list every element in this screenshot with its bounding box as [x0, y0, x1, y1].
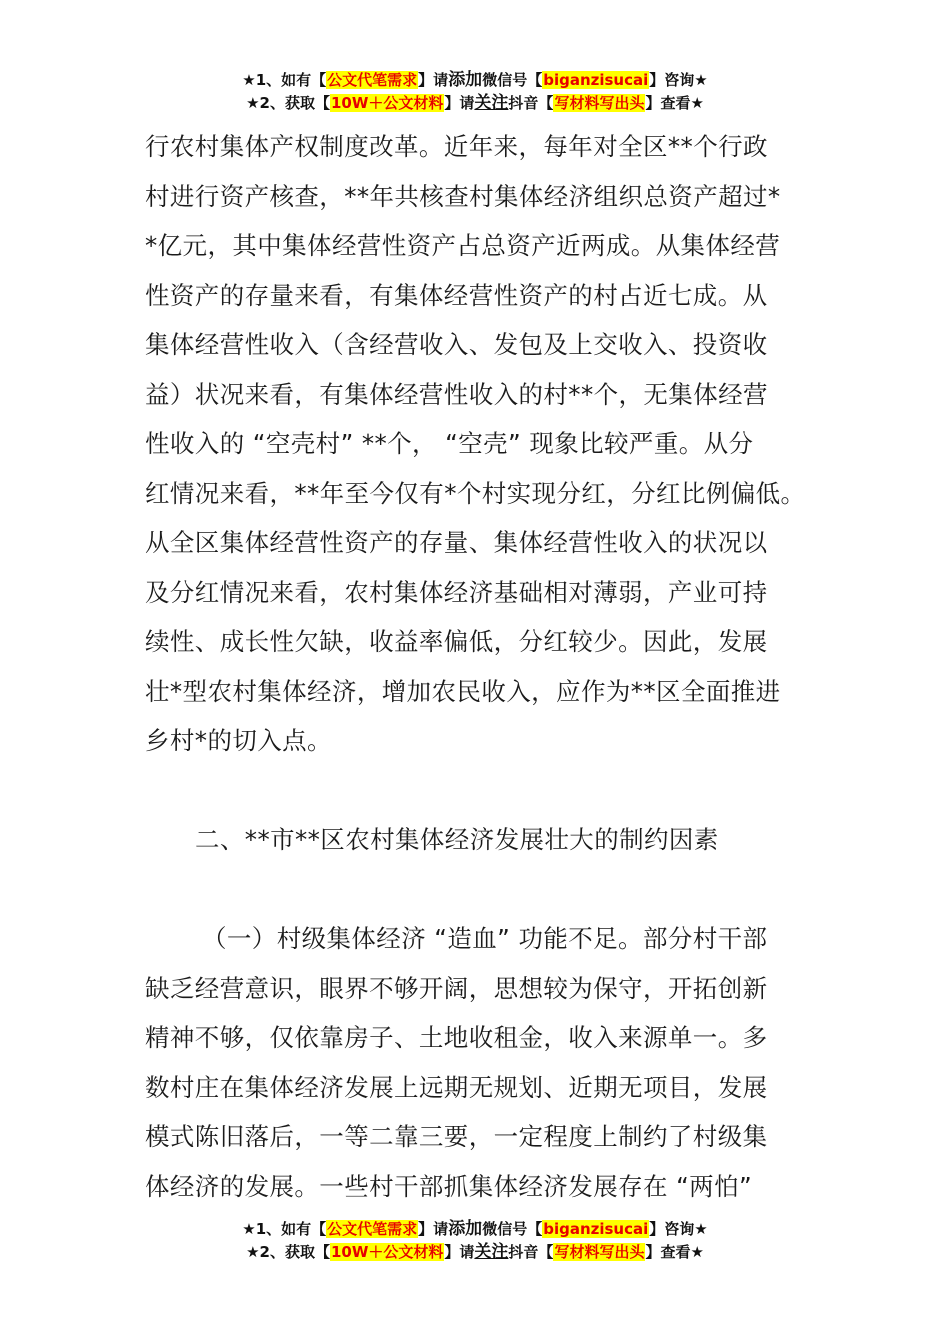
banner-text: 】咨询★	[649, 71, 708, 89]
body-line: 精神不够，仅依靠房子、土地收租金，收入来源单一。多	[145, 1023, 768, 1052]
bottom-banner	[0, 1218, 950, 1264]
body-line: 体经济的发展。一些村干部抓集体经济发展存在 “两怕”	[145, 1171, 753, 1201]
banner-text: 】查看★	[645, 1243, 704, 1261]
banner-highlight: 10W＋公文材料	[330, 1243, 444, 1261]
body-line: 村进行资产核查，**年共核查村集体经济组织总资产超过*	[145, 181, 781, 211]
banner-text: 】请	[418, 71, 449, 89]
body-line: 乡村*的切入点。	[145, 726, 332, 755]
banner-text: 微信号【	[482, 1220, 543, 1238]
paragraph-gap	[145, 865, 825, 915]
body-line: 壮*型农村集体经济，增加农民收入，应作为**区全面推进	[145, 676, 781, 706]
banner-text: 】咨询★	[649, 1220, 708, 1238]
banner-highlight: biganzisucai	[543, 1220, 649, 1238]
banner-line-2	[0, 1241, 950, 1264]
paragraph-gap	[145, 766, 825, 816]
banner-text: 抖音【	[508, 1243, 554, 1261]
document-body	[145, 122, 825, 1211]
banner-emphasis: 添加	[448, 70, 483, 90]
banner-emphasis: 添加	[448, 1219, 483, 1239]
body-line: 续性、成长性欠缺，收益率偏低，分红较少。因此，发展	[145, 627, 768, 656]
body-line: 缺乏经营意识，眼界不够开阔，思想较为保守，开拓创新	[145, 973, 768, 1003]
body-line: 从全区集体经营性资产的存量、集体经营性收入的状况以	[145, 528, 768, 557]
body-line: 益）状况来看，有集体经营性收入的村**个，无集体经营	[145, 379, 768, 409]
banner-highlight: biganzisucai	[543, 71, 649, 89]
banner-text: 抖音【	[508, 94, 554, 112]
banner-text: ★1、如有【	[242, 1220, 327, 1238]
body-line: 行农村集体产权制度改革。近年来，每年对全区**个行政	[145, 132, 768, 161]
banner-highlight: 公文代笔需求	[327, 71, 418, 89]
body-line: （一）村级集体经济 “造血” 功能不足。部分村干部	[202, 924, 768, 953]
banner-text: ★1、如有【	[242, 71, 327, 89]
banner-line-1	[0, 1218, 950, 1241]
body-line: 集体经营性收入（含经营收入、发包及上交收入、投资收	[145, 330, 768, 359]
banner-text: 】请	[444, 94, 475, 112]
body-line: 模式陈旧落后，一等二靠三要，一定程度上制约了村级集	[145, 1122, 768, 1151]
body-line: 性资产的存量来看，有集体经营性资产的村占近七成。从	[145, 280, 768, 310]
banner-line-1	[0, 69, 950, 92]
banner-highlight: 写材料写出头	[554, 94, 645, 112]
banner-text: 】查看★	[645, 94, 704, 112]
banner-emphasis: 关注	[474, 93, 509, 113]
banner-highlight: 写材料写出头	[554, 1243, 645, 1261]
body-line: 红情况来看，**年至今仅有*个村实现分红，分红比例偏低。	[145, 478, 806, 508]
banner-emphasis: 关注	[474, 1242, 509, 1262]
banner-text: ★2、获取【	[246, 1243, 330, 1261]
section-heading: 二、**市**区农村集体经济发展壮大的制约因素	[195, 825, 719, 854]
banner-highlight: 公文代笔需求	[327, 1220, 418, 1238]
top-banner	[0, 69, 950, 115]
banner-text: 】请	[444, 1243, 475, 1261]
banner-text: 】请	[418, 1220, 449, 1238]
banner-line-2	[0, 92, 950, 115]
body-line: *亿元，其中集体经营性资产占总资产近两成。从集体经营	[145, 231, 781, 260]
banner-highlight: 10W＋公文材料	[330, 94, 444, 112]
banner-text: 微信号【	[482, 71, 543, 89]
body-line: 及分红情况来看，农村集体经济基础相对薄弱，产业可持	[145, 577, 768, 607]
body-line: 数村庄在集体经济发展上远期无规划、近期无项目，发展	[145, 1072, 768, 1102]
banner-text: ★2、获取【	[246, 94, 330, 112]
body-line: 性收入的 “空壳村” **个， “空壳” 现象比较严重。从分	[145, 429, 754, 458]
